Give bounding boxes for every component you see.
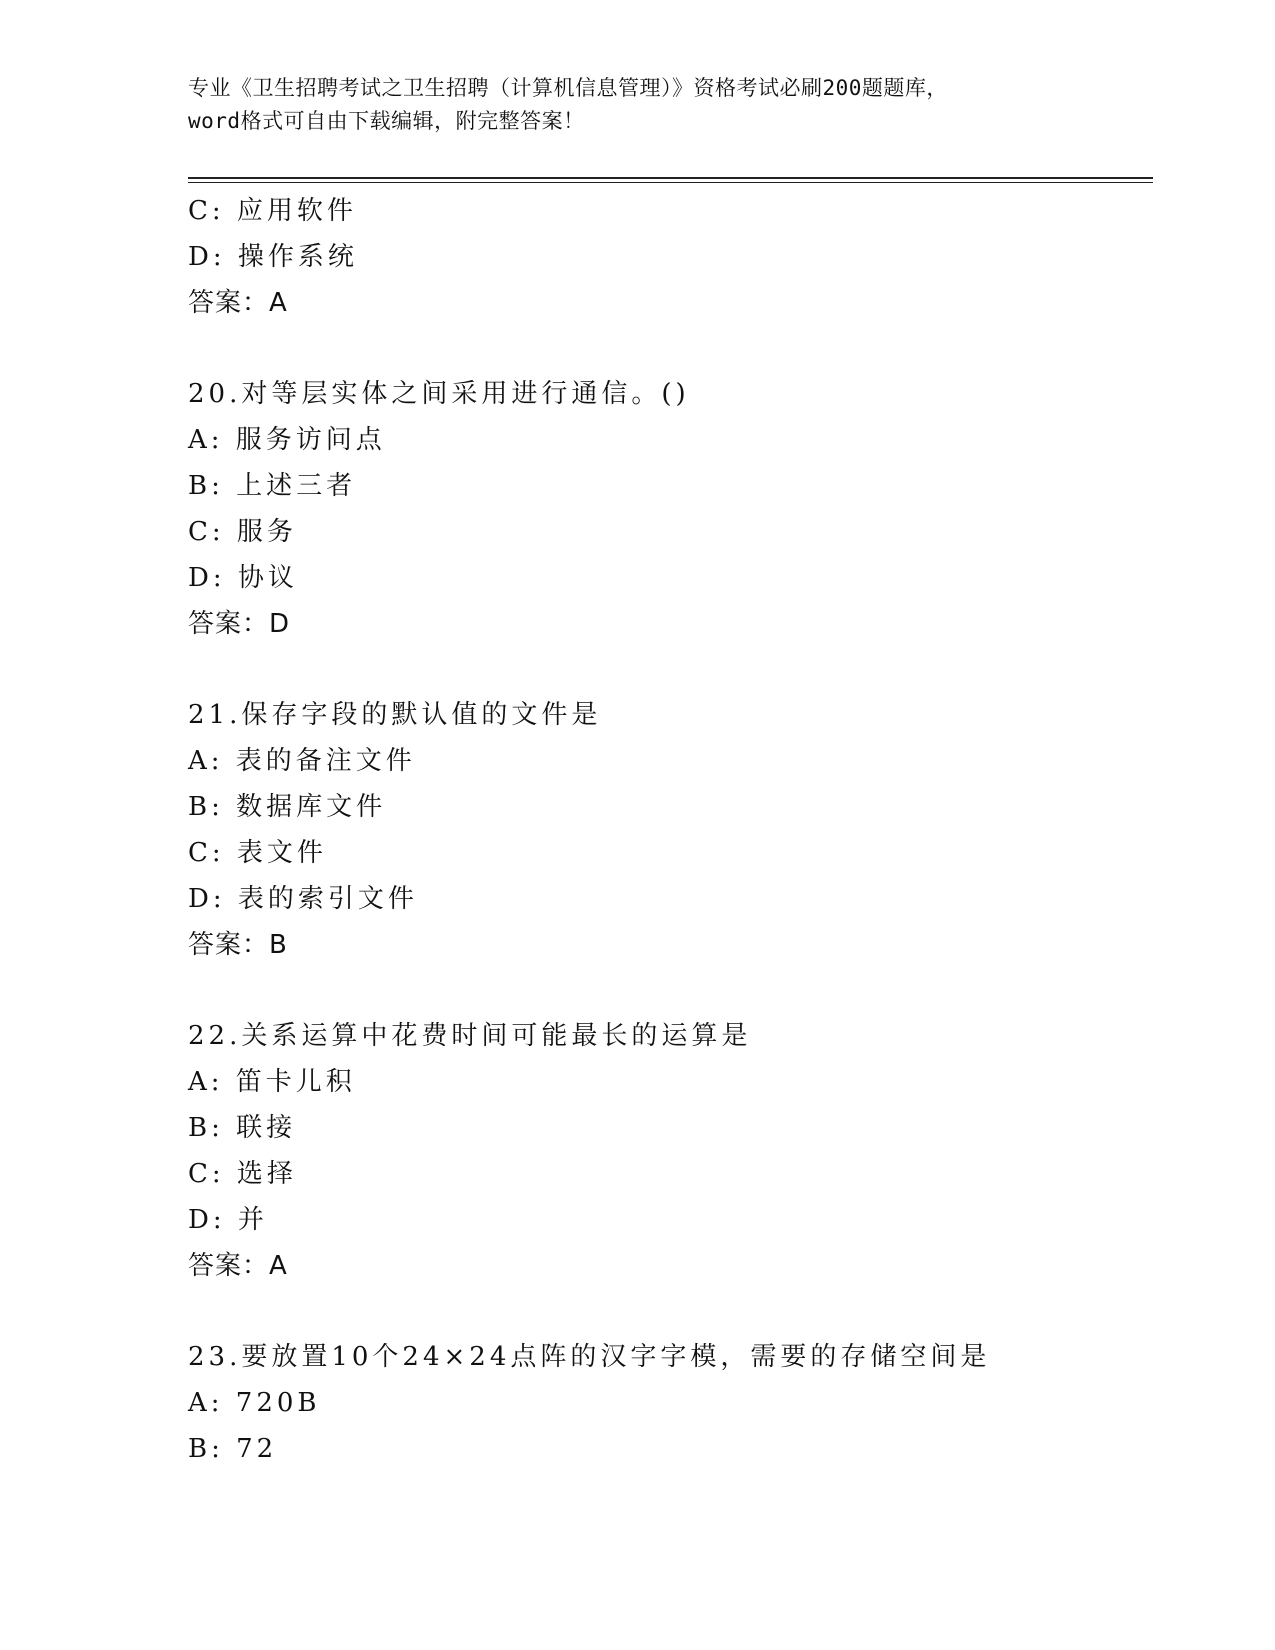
question-22-block <box>188 1013 1168 1289</box>
option-b: B: 数据库文件 <box>188 792 387 822</box>
option-d: D: 并 <box>188 1205 268 1235</box>
option-a: A: 720B <box>188 1388 321 1418</box>
option-d: D: 表的索引文件 <box>188 884 418 914</box>
option-b: B: 上述三者 <box>188 471 357 501</box>
option-c: C: 应用软件 <box>188 196 357 226</box>
option-c: C: 服务 <box>188 517 297 547</box>
spacer <box>188 1289 1168 1334</box>
spacer <box>188 326 1168 371</box>
option-d: D: 协议 <box>188 563 298 593</box>
option-c: C: 表文件 <box>188 838 327 868</box>
option-c: C: 选择 <box>188 1159 297 1189</box>
spacer <box>188 968 1168 1013</box>
question-text: 20.对等层实体之间采用进行通信。() <box>188 379 690 409</box>
option-d: D: 操作系统 <box>188 242 358 272</box>
question-23-block <box>188 1334 1168 1472</box>
answer-line: 答案：A <box>188 1251 288 1281</box>
answer-line: 答案：B <box>188 930 288 960</box>
option-a: A: 服务访问点 <box>188 425 386 455</box>
option-b: B: 联接 <box>188 1113 297 1143</box>
answer-line: 答案：A <box>188 288 288 318</box>
question-19-block <box>188 188 1168 326</box>
header-line-1: 专业《卫生招聘考试之卫生招聘（计算机信息管理）》资格考试必刷200题题库， <box>188 76 948 100</box>
option-a: A: 表的备注文件 <box>188 746 416 776</box>
answer-line: 答案：D <box>188 609 291 639</box>
header-rule-thin <box>188 182 1153 183</box>
option-a: A: 笛卡儿积 <box>188 1067 356 1097</box>
question-20-block <box>188 371 1168 647</box>
header-rule-thick <box>188 177 1153 179</box>
spacer <box>188 647 1168 692</box>
question-text: 23.要放置10个24×24点阵的汉字字模，需要的存储空间是 <box>188 1342 991 1372</box>
document-header <box>188 72 1088 138</box>
question-21-block <box>188 692 1168 968</box>
question-text: 22.关系运算中花费时间可能最长的运算是 <box>188 1021 752 1051</box>
option-b: B: 72 <box>188 1434 278 1464</box>
question-list <box>188 188 1168 1472</box>
header-line-2: word格式可自由下载编辑，附完整答案！ <box>188 109 585 133</box>
question-text: 21.保存字段的默认值的文件是 <box>188 700 602 730</box>
